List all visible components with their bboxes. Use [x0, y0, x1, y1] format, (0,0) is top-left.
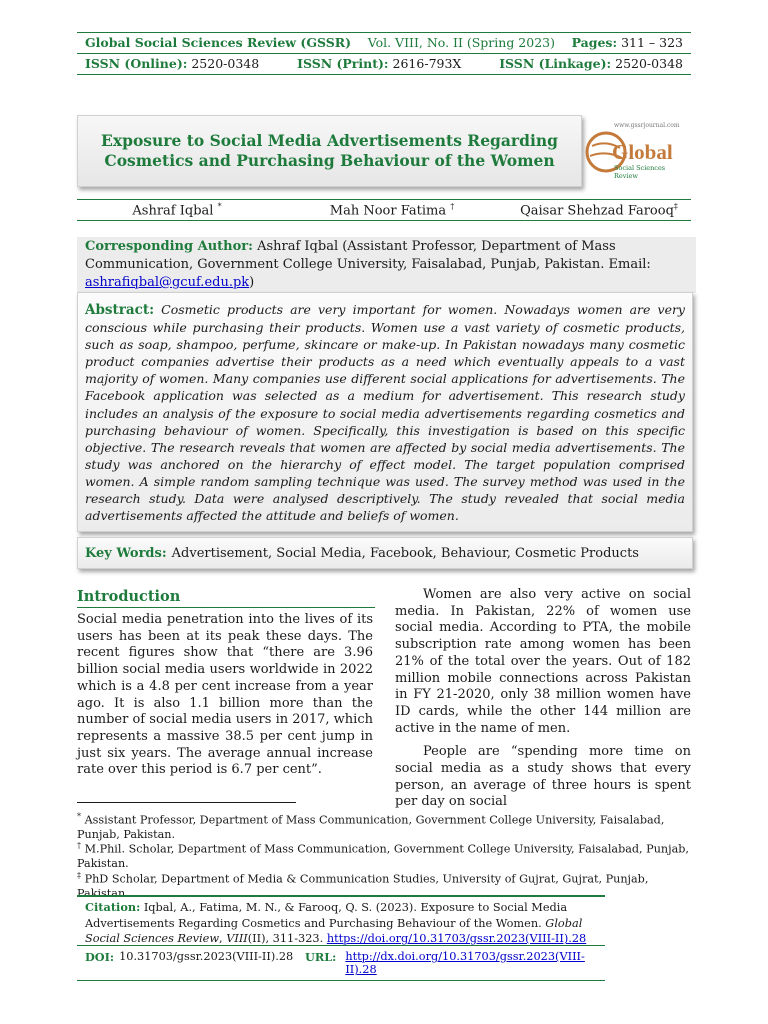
author-1: Ashraf Iqbal * — [132, 201, 222, 219]
footnote-3: ‡ PhD Scholar, Department of Media & Communication Studies, University of Gujrat, Gujrat, Punjab, Pakistan. — [77, 871, 649, 901]
author-3: Qaisar Shehzad Farooq‡ — [520, 201, 678, 219]
intro-paragraph-3: People are “spending more time on social media as a study shows that every person, an average of three hours is spent per day on social — [395, 744, 691, 810]
corresponding-author: Corresponding Author: Ashraf Iqbal (Assistant Professor, Department of Mass Communication, Government College University, Faisalabad, Punjab, Pakistan. Email: ashrafiqbal@gcuf.edu.pk) — [77, 237, 696, 293]
footnote-1: * Assistant Professor, Department of Mass Communication, Government College University, Faisalabad, Punjab, Pakistan. — [77, 812, 665, 842]
author-list — [77, 199, 691, 221]
header-rule-mid — [77, 53, 691, 54]
column-left — [77, 612, 373, 779]
pages-info: Pages: 311 – 323 — [571, 35, 683, 50]
logo-name: Global — [612, 140, 673, 164]
header-rule-top — [77, 32, 691, 33]
abstract-text: Cosmetic products are very important for women. Nowadays women are very conscious while purchasing their products. Women use a vast variety of cosmetic products, such as soap, shampoo, perfume, skincare or make-up. In Pakistan nowadays many cosmetic product companies advertise their products as a need which eventually appeals to a vast majority of women. Many companies use different social applications for advertisements. The Facebook application was selected as a medium for advertisement. This research study includes an analysis of the exposure to social media advertisements regarding cosmetics and purchasing behaviour of women. Specifically, this investigation is based on this specific objective. The research reveals that women are affected by social media advertisements. The study was anchored on the hierarchy of effect model. The target population comprised women. A simple random sampling technique was used. The survey method was used in the research study. Data were analysed descriptively. The study revealed that social media advertisements affected the attitude and beliefs of women. — [85, 302, 685, 524]
footnote-2: † M.Phil. Scholar, Department of Mass Communication, Government College University, Faisalabad, Punjab, Pakistan. — [77, 841, 689, 871]
citation-doi-link[interactable]: https://doi.org/10.31703/gssr.2023(VIII-II).28 — [326, 932, 587, 945]
doi-row: DOI: 10.31703/gssr.2023(VIII-II).28 URL: http://dx.doi.org/10.31703/gssr.2023(VIII-II).28 — [77, 945, 605, 981]
doi-url-link[interactable]: http://dx.doi.org/10.31703/gssr.2023(VIII-II).28 — [345, 950, 585, 976]
journal-header — [77, 35, 691, 50]
footnote-rule — [77, 802, 296, 803]
global-logo — [584, 120, 691, 178]
keywords-text: Advertisement, Social Media, Facebook, Behaviour, Cosmetic Products — [171, 545, 639, 561]
doi-value: 10.31703/gssr.2023(VIII-II).28 — [119, 950, 294, 963]
section-heading-introduction: Introduction — [77, 588, 375, 608]
abstract-label: Abstract: — [85, 302, 155, 318]
keywords-box — [77, 537, 693, 569]
intro-paragraph-1: Social media penetration into the lives of its users has been at its peak these days. The recent figures show that “there are 3.96 billion social media users worldwide in 2022 which is a 4.8 per cent increase from a year ago. It is also 1.1 billion more than the number of social media users in 2017, which represents a massive 38.5 per cent jump in just six years. The average annual increase rate over this period is 6.7 per cent”. — [77, 612, 373, 778]
citation-box: Citation: Iqbal, A., Fatima, M. N., & Farooq, Q. S. (2023). Exposure to Social Media Advertisements Regarding Cosmetics and Purchasing Behaviour of the Women. Global Social Sciences Review, VIII(II), 311-323. https://doi.org/10.31703/gssr.2023(VIII-II).28 — [77, 895, 605, 947]
abstract-box — [77, 292, 693, 532]
issn-linkage: ISSN (Linkage): 2520-0348 — [499, 56, 683, 71]
column-right — [395, 587, 691, 811]
author-2: Mah Noor Fatima † — [329, 201, 455, 219]
article-title: Exposure to Social Media Advertisements Regarding Cosmetics and Purchasing Behaviour of the Women — [101, 131, 558, 170]
issn-row — [77, 56, 691, 71]
issn-online: ISSN (Online): 2520-0348 — [85, 56, 260, 71]
keywords-label: Key Words: — [85, 545, 167, 561]
intro-paragraph-2: Women are also very active on social media. In Pakistan, 22% of women use social media. According to PTA, the mobile subscription rate among women has been 21% of the total over the years. Out of 182 million mobile connections across Pakistan in FY 21-2020, only 38 million women have ID cards, while the other 144 million are active in the name of men. — [395, 587, 691, 736]
issn-print: ISSN (Print): 2616-793X — [297, 56, 462, 71]
author-email-link[interactable]: ashrafiqbal@gcuf.edu.pk — [85, 275, 250, 290]
volume-info: Vol. VIII, No. II (Spring 2023) — [367, 35, 555, 50]
header-rule-bottom — [77, 74, 691, 75]
logo-url: www.gssrjournal.com — [614, 122, 680, 129]
title-box — [77, 115, 582, 187]
logo-tagline: Social Sciences Review — [614, 164, 666, 180]
journal-name: Global Social Sciences Review (GSSR) — [85, 35, 352, 50]
